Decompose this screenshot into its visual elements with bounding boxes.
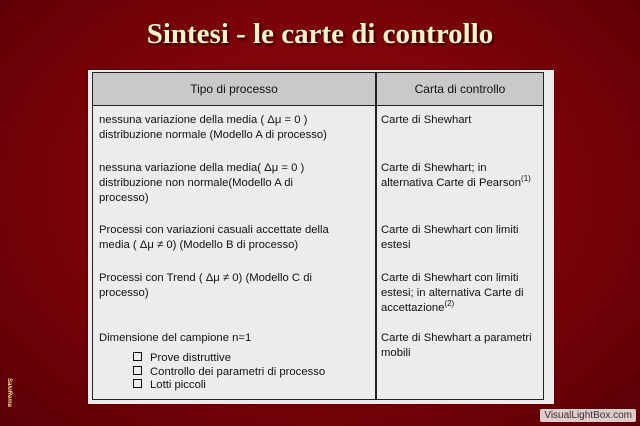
row-1-chart: Carte di Shewhart (381, 114, 472, 126)
row-4-chart: Carte di Shewhart con limiti estesi; in alternativa Carte di accettazione$^{(2)}$ (381, 272, 524, 314)
row-5-process: Dimensione del campione n=1 (99, 332, 252, 344)
header-process-type: Tipo di processo (190, 82, 278, 96)
checkbox-icon (133, 352, 142, 361)
row-4-process: Processi con Trend ( Δμ ≠ 0) (Modello C di processo) (99, 272, 313, 299)
watermark: VisualLightBox.com (540, 409, 636, 422)
row-2-chart: Carte di Shewhart; in alternativa Carte di Pearson$^{(1)}$ (381, 162, 531, 189)
checkbox-icon (133, 366, 142, 375)
footnote-2: (2) (444, 299, 455, 309)
row-3-process: Processi con variazioni casuali accettate della media ( Δμ ≠ 0) (Modello B di processo) (99, 224, 329, 251)
footnote-1: (1) (521, 174, 531, 184)
slide-title: Sintesi - le carte di controllo (146, 18, 494, 50)
list-item: Prove distruttive (133, 352, 325, 366)
list-item: Controllo dei parametri di processo (133, 366, 325, 380)
row-5-chart: Carte di Shewhart a parametri mobili (381, 332, 532, 359)
row-3-chart: Carte di Shewhart con limiti estesi (381, 224, 519, 251)
list-item: Lotti piccoli (133, 379, 325, 393)
side-author-text: SaloRema (6, 378, 12, 408)
row-5-sublist (133, 352, 325, 393)
checkbox-icon (133, 379, 142, 388)
header-control-chart: Carta di controllo (414, 82, 506, 96)
table-header (93, 73, 543, 106)
column-divider (375, 73, 377, 399)
summary-table (92, 72, 544, 400)
scanned-table-image (88, 70, 554, 404)
row-1-process: nessuna variazione della media ( Δμ = 0 ) distribuzione normale (Modello A di processo) (99, 114, 327, 141)
row-2-process: nessuna variazione della media( Δμ = 0 ) distribuzione non normale(Modello A di processo) (99, 162, 305, 204)
